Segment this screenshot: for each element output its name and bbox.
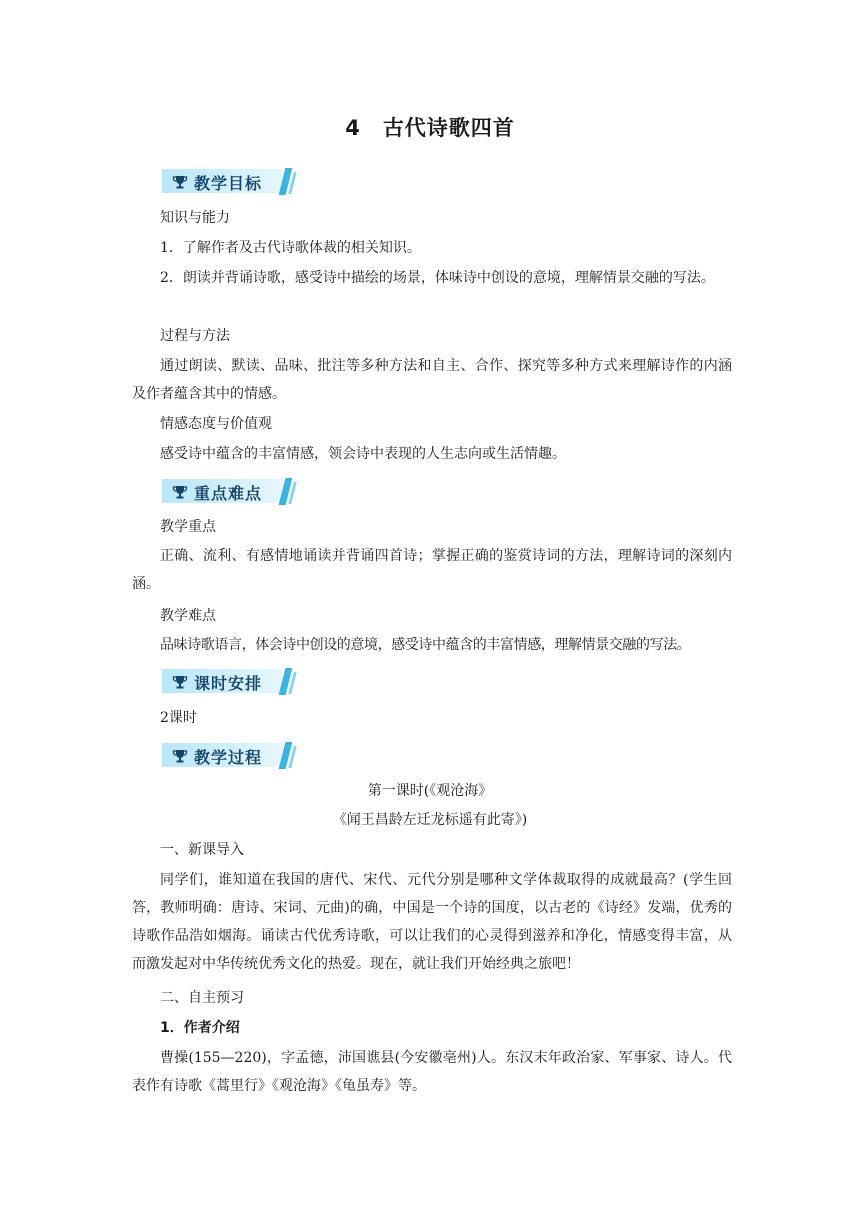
author-intro: 曹操(155—220)，字孟德，沛国谯县(今安徽亳州)人。东汉末年政治家、军事家、诗人。代表作有诗歌《蒿里行》《观沧海》《龟虽寿》等。: [132, 1050, 732, 1094]
goals-sub-method: 过程与方法: [160, 328, 230, 344]
trophy-icon: [172, 674, 188, 690]
process-intro: 同学们，谁知道在我国的唐代、宋代、元代分别是哪种文学体裁取得的成就最高？(学生回答，教师明确：唐诗、宋词、元曲)的确，中国是一个诗的国度，以古老的《诗经》发端，优秀的诗歌作品浩如烟海。诵读古代优秀诗歌，可以让我们的心灵得到滋养和净化，情感变得丰富，从而激发起对中华传统优秀文化的热爱。现在，就让我们开始经典之旅吧！: [132, 872, 732, 972]
trophy-icon: [172, 484, 188, 500]
lesson-title: 古代诗歌四首: [382, 116, 515, 140]
goals-banner-label: 教学目标: [194, 174, 263, 193]
goals-method: 通过朗读、默读、品味、批注等多种方法和自主、合作、探究等多种方式来理解诗作的内涵及作者蕴含其中的情感。: [132, 358, 732, 402]
goals-sub-emotion: 情感态度与价值观: [160, 416, 272, 432]
process-banner-label: 教学过程: [194, 748, 263, 767]
schedule-text: 2课时: [160, 710, 197, 726]
goals-sub-knowledge: 知识与能力: [160, 210, 230, 226]
keypoints-banner: [162, 476, 296, 506]
keypoints-sub-difficulty: 教学难点: [160, 608, 216, 624]
goals-item-1: 1．了解作者及古代诗歌体裁的相关知识。: [160, 240, 421, 256]
process-banner: [162, 740, 296, 770]
author-heading: 1．作者介绍: [160, 1020, 240, 1036]
trophy-icon: [172, 748, 188, 764]
lesson-number: 4: [345, 116, 361, 140]
goals-banner: [162, 166, 296, 196]
trophy-icon: [172, 174, 188, 190]
schedule-banner-label: 课时安排: [194, 674, 263, 693]
keypoints-banner-label: 重点难点: [194, 484, 263, 503]
schedule-banner: [162, 666, 296, 696]
goals-item-2: 2．朗读并背诵诗歌，感受诗中描绘的场景，体味诗中创设的意境，理解情景交融的写法。: [160, 270, 715, 286]
keypoints-focus: 正确、流利、有感情地诵读并背诵四首诗；掌握正确的鉴赏诗词的方法，理解诗词的深刻内涵。: [132, 548, 732, 592]
lesson-heading-line1: 第一课时(《观沧海》: [367, 783, 493, 799]
goals-emotion: 感受诗中蕴含的丰富情感，领会诗中表现的人生志向或生活情趣。: [160, 446, 566, 462]
page-title: [0, 112, 860, 142]
keypoints-difficulty: 品味诗歌语言，体会诗中创设的意境，感受诗中蕴含的丰富情感，理解情景交融的写法。: [160, 637, 691, 653]
keypoints-sub-focus: 教学重点: [160, 519, 216, 535]
lesson-heading-line2: 《闻王昌龄左迁龙标遥有此寄》): [332, 812, 528, 828]
process-part-1: 一、新课导入: [160, 842, 244, 858]
process-part-2: 二、自主预习: [160, 990, 244, 1006]
